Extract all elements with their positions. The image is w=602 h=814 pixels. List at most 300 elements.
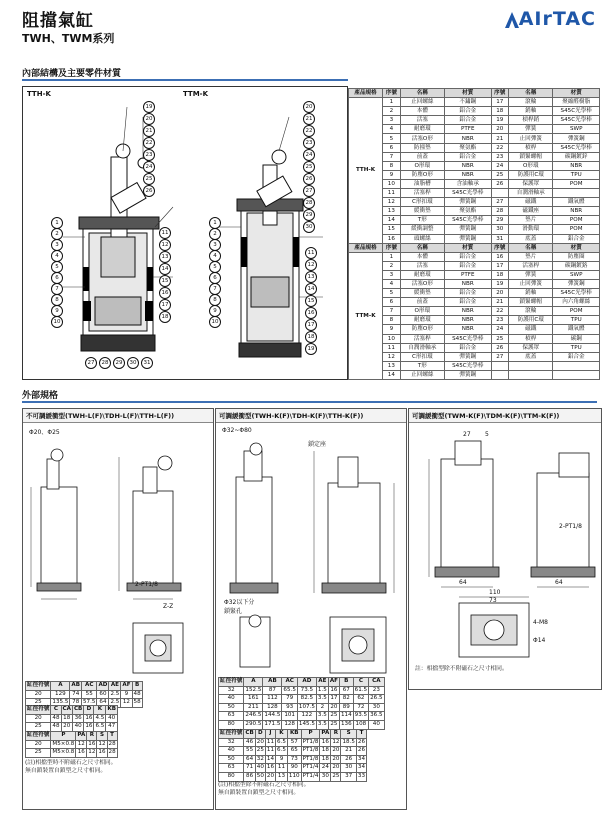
table-cell: 鐵氧體 <box>553 198 600 207</box>
table-cell: 6.5 <box>276 747 288 756</box>
table-cell: 彈簧鋼 <box>553 134 600 143</box>
table-cell: 彈簧鋼 <box>445 370 491 379</box>
table-row <box>349 98 600 107</box>
table-cell: 10 <box>383 179 401 188</box>
part-number-balloon: 25 <box>303 161 315 173</box>
table-cell <box>509 361 553 370</box>
table-row <box>349 279 600 288</box>
table-row <box>26 723 118 732</box>
table-cell: 耐磨環 <box>400 125 444 134</box>
table-cell: 61.5 <box>353 686 368 695</box>
part-number-balloon: 24 <box>303 149 315 161</box>
table-cell: 磁鐵座 <box>509 207 553 216</box>
col-no: 序號 <box>383 89 401 98</box>
table-row <box>26 740 118 749</box>
table-cell: POM <box>553 179 600 188</box>
table-cell: 頭螺絲 <box>400 234 444 243</box>
part-number-balloon: 9 <box>209 305 221 317</box>
panel2-bore-sizes: Φ32~Φ80 <box>222 427 252 434</box>
table-cell: 20 <box>26 690 51 699</box>
table-cell: 23 <box>491 316 509 325</box>
table-cell: NBR <box>445 325 491 334</box>
part-number-balloon: 12 <box>159 239 171 251</box>
part-number-balloon: 19 <box>143 101 155 113</box>
table-cell: 144.5 <box>263 712 282 721</box>
table-cell: 25 <box>491 170 509 179</box>
table-cell: 73 <box>287 755 301 764</box>
table-row <box>349 125 600 134</box>
table-row <box>219 703 385 712</box>
table-cell: 12 <box>331 738 341 747</box>
part-number-balloon: 5 <box>51 261 63 273</box>
table-row <box>349 325 600 334</box>
table-cell: 鋁合金 <box>445 152 491 161</box>
table-cell: 26 <box>491 343 509 352</box>
table-cell: NBR <box>445 316 491 325</box>
table-cell: 60 <box>97 690 109 699</box>
table-cell: 30 <box>341 764 356 773</box>
col-material: 材質 <box>445 89 491 98</box>
panel3-dim-110: 110 <box>489 589 501 596</box>
brand-logo <box>505 8 596 30</box>
table-cell: TPU <box>553 316 600 325</box>
table-cell <box>491 361 509 370</box>
table-cell: POM <box>553 216 600 225</box>
table-cell: 彈簧鋼 <box>553 279 600 288</box>
table-cell: PT1/8 <box>301 755 320 764</box>
column-header: S <box>341 730 356 739</box>
panel1-note: (註)相擋型時不附磁石之尺寸相同。 無自鎖裝置自鎖型之尺寸相同。 <box>25 760 117 774</box>
col-no2: 序號 <box>491 89 509 98</box>
table-cell: 2.5 <box>109 690 121 699</box>
table-row <box>26 690 143 699</box>
table-cell: 防護用C環 <box>509 316 553 325</box>
part-number-balloon: 2 <box>51 228 63 240</box>
table-cell: 20 <box>26 714 51 723</box>
table-cell: 50 <box>219 755 244 764</box>
table-cell: 防塵圈 <box>553 252 600 261</box>
table-cell: 112 <box>263 695 282 704</box>
table-cell: 13 <box>383 361 401 370</box>
table-cell: 2.5 <box>109 699 121 708</box>
table-cell: 21 <box>491 134 509 143</box>
panel3-title: 可調緩衝型(TWM-K(F)\TDM-K(F)\TTM-K(F)) <box>409 409 601 423</box>
table-cell: 67 <box>339 686 353 695</box>
table-cell: 4 <box>383 279 401 288</box>
table-cell <box>553 189 600 198</box>
table-cell: 74 <box>70 690 82 699</box>
table-cell: 6 <box>383 298 401 307</box>
table-cell: 鋁合金 <box>445 261 491 270</box>
table-cell: 1 <box>383 252 401 261</box>
table-cell: 23 <box>369 686 384 695</box>
table-cell: 9 <box>276 755 288 764</box>
panel-adjustable-twm <box>408 408 602 690</box>
panel3-drawing <box>409 423 601 673</box>
part-number-balloon: 6 <box>51 272 63 284</box>
table-cell: 22 <box>491 307 509 316</box>
part-number-balloon: 11 <box>305 247 317 259</box>
table-cell: 3 <box>383 116 401 125</box>
column-header: 缸徑符號 <box>26 682 51 691</box>
part-number-balloon: 28 <box>99 357 111 369</box>
column-header: AB <box>70 682 82 691</box>
table-row <box>219 695 385 704</box>
table-cell: S45C光學棒 <box>553 116 600 125</box>
column-header: P <box>51 732 76 741</box>
part-number-balloon: 31 <box>141 357 153 369</box>
column-header: AD <box>97 682 109 691</box>
table-cell: PT1/8 <box>301 747 320 756</box>
table-cell: 50 <box>219 703 244 712</box>
table-cell: 50 <box>255 772 265 781</box>
table-cell: 73.5 <box>297 686 316 695</box>
part-number-balloon: 4 <box>51 250 63 262</box>
table-cell: 碳鋼鍍鋅 <box>553 152 600 161</box>
part-number-balloon: 22 <box>303 125 315 137</box>
table-cell: 16 <box>265 764 275 773</box>
col-material2: 材質 <box>553 89 600 98</box>
table-cell: 緩衝調整 <box>400 225 444 234</box>
table-cell: 20 <box>491 289 509 298</box>
table-cell: 3.5 <box>316 720 328 729</box>
part-number-balloon: 3 <box>209 239 221 251</box>
table-cell: 7 <box>383 307 401 316</box>
column-header: B <box>339 678 353 687</box>
table-row <box>349 289 600 298</box>
table-cell: 8 <box>383 316 401 325</box>
table-cell: 彈簧 <box>509 270 553 279</box>
column-header: R <box>87 732 97 741</box>
panel1-dim-table-3 <box>25 731 118 758</box>
part-number-balloon: 26 <box>303 173 315 185</box>
table-cell: 槓桿銷 <box>509 116 553 125</box>
part-number-balloon: 18 <box>159 311 171 323</box>
table-row <box>349 143 600 152</box>
table-cell: 活塞桿 <box>400 334 444 343</box>
table-cell: 鋁合金 <box>445 298 491 307</box>
table-cell: 保護罩 <box>509 179 553 188</box>
table-row <box>26 749 118 758</box>
table-row <box>349 134 600 143</box>
table-cell: 鋁合金 <box>445 252 491 261</box>
table-cell: SWP <box>553 125 600 134</box>
column-header: AF <box>328 678 339 687</box>
table-cell: NBR <box>553 207 600 216</box>
table-cell: 13 <box>383 207 401 216</box>
logo-text: AIrTAC <box>518 8 596 30</box>
column-header: T <box>107 732 117 741</box>
table-cell: 18 <box>61 714 72 723</box>
table-cell: 16 <box>328 686 339 695</box>
table-cell: 19 <box>491 116 509 125</box>
column-header: 缸徑符號 <box>26 706 51 715</box>
table-cell: 止回螺絲 <box>400 370 444 379</box>
table-cell: T形 <box>400 216 444 225</box>
table-cell: 93 <box>282 703 297 712</box>
column-header: CB <box>244 730 255 739</box>
table-row <box>349 152 600 161</box>
table-cell: PT1/4 <box>301 764 320 773</box>
table-cell: 鋁合金 <box>445 289 491 298</box>
panel3-label-phi14: Φ14 <box>533 637 546 644</box>
panel3-dim-64a: 64 <box>459 579 467 586</box>
table-cell: 底蓋 <box>509 234 553 243</box>
table-cell: 碳鋼鍍鉻 <box>553 261 600 270</box>
column-header: CA <box>369 678 384 687</box>
table-cell: 14 <box>383 216 401 225</box>
part-number-balloon: 7 <box>51 283 63 295</box>
table-cell: 耐磨環 <box>400 316 444 325</box>
table-cell: 內六角螺絲 <box>553 298 600 307</box>
table-cell: 26 <box>356 738 366 747</box>
table-cell: 21 <box>491 298 509 307</box>
table-cell: 20 <box>255 738 265 747</box>
table-cell: NBR <box>445 307 491 316</box>
panel2-note: (註)相擋型除不附磁石之尺寸相同。 無自鎖裝置自鎖型之尺寸相同。 <box>218 782 310 796</box>
column-header: D <box>84 706 94 715</box>
table-row <box>349 270 600 279</box>
table-cell: 保護罩 <box>509 343 553 352</box>
table-cell: 自潤滑軸承 <box>400 343 444 352</box>
table-row <box>219 764 367 773</box>
part-number-balloon: 30 <box>127 357 139 369</box>
table-cell: 油脂槽 <box>400 179 444 188</box>
table-cell <box>491 370 509 379</box>
table-cell: 80 <box>219 772 244 781</box>
table-cell: 彈簧鋼 <box>445 352 491 361</box>
table-cell: 290.5 <box>244 720 263 729</box>
table-cell: 20 <box>331 764 341 773</box>
table-cell: 57.5 <box>82 699 97 708</box>
table-row <box>219 720 385 729</box>
col-name2: 名稱 <box>509 89 553 98</box>
table-cell: 18 <box>491 270 509 279</box>
table-header-row <box>26 706 118 715</box>
table-cell: 25 <box>26 749 51 758</box>
table-cell: 磁鐵 <box>509 325 553 334</box>
table-cell: 16 <box>76 749 87 758</box>
table-cell: 滾輪 <box>509 307 553 316</box>
part-number-balloon: 25 <box>143 173 155 185</box>
table-cell: O形環 <box>509 161 553 170</box>
table-cell: 46 <box>244 738 255 747</box>
table-cell: NBR <box>445 279 491 288</box>
table-cell: 5 <box>383 289 401 298</box>
column-header: 缸徑符號 <box>219 678 244 687</box>
part-number-balloon: 24 <box>143 161 155 173</box>
table-cell: 40 <box>219 695 244 704</box>
part-number-balloon: 26 <box>143 185 155 197</box>
table-cell: 25 <box>331 772 341 781</box>
table-cell: 107.5 <box>297 703 316 712</box>
spec-group-cell: TTM-K <box>349 252 383 379</box>
table-cell: 7 <box>383 152 401 161</box>
table-cell: C形扣環 <box>400 352 444 361</box>
table-cell: 11 <box>383 343 401 352</box>
table-cell: 135.5 <box>51 699 70 708</box>
table-cell: 鋁合金 <box>553 234 600 243</box>
panel-non-adjustable <box>22 408 214 810</box>
table-cell: 25 <box>328 712 339 721</box>
table-header-row <box>26 732 118 741</box>
table-cell <box>491 189 509 198</box>
table-cell: 30 <box>320 772 331 781</box>
part-number-balloon: 29 <box>113 357 125 369</box>
part-number-balloon: 7 <box>209 283 221 295</box>
table-cell: 25 <box>491 334 509 343</box>
table-cell: 82.5 <box>297 695 316 704</box>
part-number-balloon: 28 <box>303 197 315 209</box>
table-row <box>349 316 600 325</box>
table-cell: 89 <box>339 703 353 712</box>
table-cell: 26.5 <box>369 695 384 704</box>
table-cell: 110 <box>287 772 301 781</box>
column-header: CB <box>72 706 83 715</box>
part-number-balloon: 19 <box>305 343 317 355</box>
column-header: S <box>97 732 107 741</box>
table-cell: 36.5 <box>369 712 384 721</box>
table-cell: 20 <box>491 125 509 134</box>
panel3-dim-73: 73 <box>489 597 497 604</box>
panel1-title: 不可調緩衝型(TWH-L(F)\TDH-L(F)\TTH-L(F)) <box>23 409 213 423</box>
table-cell: 101 <box>282 712 297 721</box>
table-cell: 40 <box>106 714 118 723</box>
col-name: 名稱 <box>400 89 444 98</box>
table-cell: 62 <box>353 695 368 704</box>
table-cell: TPU <box>553 343 600 352</box>
table-cell: PTFE <box>445 125 491 134</box>
table-cell: 28 <box>107 749 117 758</box>
table-cell: 自潤滑軸承 <box>509 189 553 198</box>
table-cell: 含油軸承 <box>445 179 491 188</box>
column-header: A <box>51 682 70 691</box>
table-row <box>349 370 600 379</box>
part-number-balloon: 11 <box>159 227 171 239</box>
table-cell: 24 <box>491 325 509 334</box>
panel3-label-m8: 4-M8 <box>533 619 548 626</box>
table-cell: 不鏽鋼 <box>445 98 491 107</box>
column-header: AE <box>109 682 121 691</box>
column-header: R <box>331 730 341 739</box>
part-number-balloon: 27 <box>303 185 315 197</box>
table-cell: 23 <box>491 152 509 161</box>
table-cell: 48 <box>51 714 61 723</box>
table-cell: 40 <box>72 723 83 732</box>
panel2-label-bore: Φ32以下分 <box>224 599 255 606</box>
table-cell: 16 <box>84 714 94 723</box>
table-cell: 防撞墊 <box>400 143 444 152</box>
table-cell: 9 <box>383 325 401 334</box>
table-cell: 20 <box>26 740 51 749</box>
table-cell: 2 <box>383 261 401 270</box>
panel2-drawing <box>216 437 406 677</box>
table-cell: 止回螺絲 <box>400 98 444 107</box>
column-header: KB <box>106 706 118 715</box>
part-number-balloon: 2 <box>209 228 221 240</box>
table-cell: 滾輪 <box>509 98 553 107</box>
table-cell: 前蓋 <box>400 152 444 161</box>
table-cell: 聚氨酯 <box>445 207 491 216</box>
part-number-balloon: 27 <box>85 357 97 369</box>
table-cell: 58 <box>132 699 142 708</box>
table-cell: 12 <box>383 352 401 361</box>
table-cell: POM <box>553 225 600 234</box>
table-cell: 墊片 <box>509 252 553 261</box>
column-header: K <box>276 730 288 739</box>
table-cell: 90 <box>287 764 301 773</box>
table-cell: 171.5 <box>263 720 282 729</box>
table-cell: 12 <box>121 699 132 708</box>
table-row <box>349 307 600 316</box>
table-cell: NBR <box>445 161 491 170</box>
col-spec: 產品規格 <box>349 243 383 252</box>
table-cell: 活塞桿 <box>400 189 444 198</box>
part-number-balloon: 21 <box>143 125 155 137</box>
table-cell: 17 <box>491 261 509 270</box>
table-cell: NBR <box>445 134 491 143</box>
table-row <box>26 714 118 723</box>
table-cell: 31 <box>491 234 509 243</box>
table-cell: 彈簧 <box>509 125 553 134</box>
table-cell: NBR <box>445 170 491 179</box>
table-cell: 12 <box>383 198 401 207</box>
panel3-note: 註：相擋型除不附磁石之尺寸相同。 <box>415 666 508 672</box>
table-cell: 16 <box>383 234 401 243</box>
table-cell: 21 <box>341 747 356 756</box>
table-row <box>219 686 385 695</box>
table-cell: 63 <box>219 712 244 721</box>
table-cell: 17 <box>491 98 509 107</box>
table-cell: 26 <box>491 179 509 188</box>
table-cell: 48 <box>51 723 61 732</box>
table-cell: 18 <box>320 747 331 756</box>
table-cell: 槓桿 <box>509 143 553 152</box>
table-cell: S45C光學棒 <box>445 334 491 343</box>
panel1-label-section: Z-Z <box>163 603 174 610</box>
table-cell: NBR <box>553 161 600 170</box>
table-cell: 9 <box>383 170 401 179</box>
table-cell: 16 <box>97 749 107 758</box>
column-header: AC <box>282 678 297 687</box>
table-cell: 65.5 <box>282 686 297 695</box>
part-number-balloon: 13 <box>159 251 171 263</box>
table-cell: 27 <box>491 198 509 207</box>
table-cell <box>553 370 600 379</box>
internal-structure-figure <box>22 86 348 380</box>
part-number-balloon: 18 <box>305 331 317 343</box>
table-row <box>349 170 600 179</box>
table-cell: 14 <box>265 755 275 764</box>
table-cell: 16 <box>87 740 97 749</box>
table-cell: 32 <box>219 686 244 695</box>
column-header: AB <box>263 678 282 687</box>
table-row <box>349 216 600 225</box>
table-row <box>349 343 600 352</box>
part-number-balloon: 5 <box>209 261 221 273</box>
table-cell: S45C光學棒 <box>553 143 600 152</box>
part-number-balloon: 3 <box>51 239 63 251</box>
table-cell: 161 <box>244 695 263 704</box>
table-cell: M5×0.8 <box>51 740 76 749</box>
table-cell: 18 <box>491 107 509 116</box>
table-cell: 1.5 <box>316 686 328 695</box>
table-cell: 93.5 <box>353 712 368 721</box>
table-cell: M5×0.8 <box>51 749 76 758</box>
part-number-balloon: 17 <box>305 319 317 331</box>
part-number-balloon: 10 <box>51 316 63 328</box>
col-material: 材質 <box>445 243 491 252</box>
